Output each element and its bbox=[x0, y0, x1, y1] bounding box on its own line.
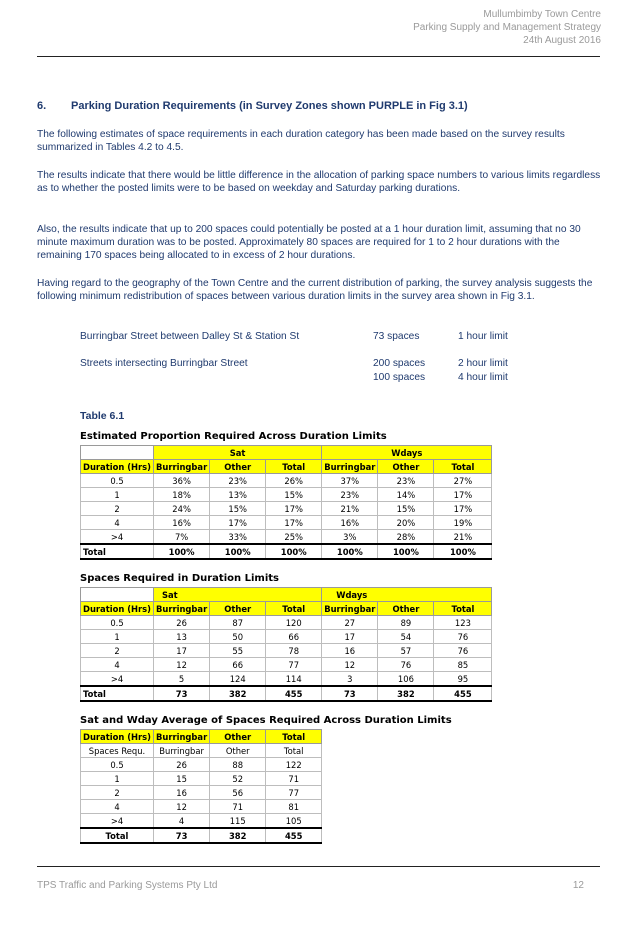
table-cell: 100% bbox=[210, 544, 266, 559]
column-header: Burringbar bbox=[153, 730, 209, 744]
table-cell: Total bbox=[81, 828, 154, 843]
table-cell: 13% bbox=[210, 488, 266, 502]
table-row bbox=[81, 658, 492, 672]
table-subheader-row bbox=[81, 744, 322, 758]
section-number: 6. bbox=[37, 100, 47, 112]
table-cell: 3 bbox=[322, 672, 378, 687]
table-row bbox=[81, 474, 492, 488]
section-heading bbox=[37, 100, 468, 112]
table-total-row bbox=[81, 828, 322, 843]
allocation-spaces: 100 spaces bbox=[373, 372, 426, 383]
table-cell: 24% bbox=[153, 502, 209, 516]
table-cell: 124 bbox=[210, 672, 266, 687]
table-cell: 17% bbox=[210, 516, 266, 530]
table-cell: 0.5 bbox=[81, 758, 154, 772]
table-cell: 12 bbox=[322, 658, 378, 672]
table-cell: 0.5 bbox=[81, 474, 154, 488]
table-cell: 4 bbox=[81, 658, 154, 672]
column-header: Burringbar bbox=[153, 460, 209, 474]
table-cell: 95 bbox=[434, 672, 492, 687]
table-cell: 76 bbox=[434, 630, 492, 644]
table-cell: 12 bbox=[153, 658, 209, 672]
table-cell: 54 bbox=[378, 630, 434, 644]
table-row bbox=[81, 644, 492, 658]
table-cell: 77 bbox=[266, 658, 322, 672]
table-cell: 21% bbox=[322, 502, 378, 516]
table-cell: 78 bbox=[266, 644, 322, 658]
table-cell: 13 bbox=[153, 630, 209, 644]
table-cell: Spaces Requ. bbox=[81, 744, 154, 758]
table-cell: 15 bbox=[153, 772, 209, 786]
table-cell: 89 bbox=[378, 616, 434, 630]
table-cell: 23% bbox=[378, 474, 434, 488]
table-cell: 52 bbox=[210, 772, 266, 786]
table-row bbox=[81, 758, 322, 772]
allocation-location: Burringbar Street between Dalley St & Station St bbox=[80, 331, 300, 342]
table-cell: >4 bbox=[81, 672, 154, 687]
table-row bbox=[81, 630, 492, 644]
table-cell: 26 bbox=[153, 616, 209, 630]
table-cell: 17% bbox=[266, 516, 322, 530]
table-cell: 73 bbox=[153, 686, 209, 701]
table-total-row bbox=[81, 686, 492, 701]
table-cell: 100% bbox=[434, 544, 492, 559]
table-cell: 27 bbox=[322, 616, 378, 630]
table-cell: 7% bbox=[153, 530, 209, 545]
section-title: Parking Duration Requirements (in Survey Zones shown PURPLE in Fig 3.1) bbox=[71, 100, 468, 112]
table-row bbox=[81, 530, 492, 545]
table-cell: 20% bbox=[378, 516, 434, 530]
column-header: Burringbar bbox=[322, 602, 378, 616]
table-cell: 25% bbox=[266, 530, 322, 545]
table-cell: 382 bbox=[210, 828, 266, 843]
table-cell: 100% bbox=[266, 544, 322, 559]
table-header-row bbox=[81, 730, 322, 744]
column-header: Burringbar bbox=[153, 602, 209, 616]
table-cell: 16 bbox=[322, 644, 378, 658]
table-cell: 16% bbox=[322, 516, 378, 530]
table-cell: Total bbox=[266, 744, 322, 758]
allocation-spaces: 200 spaces bbox=[373, 358, 426, 369]
table-header-row bbox=[81, 460, 492, 474]
table-cell: Burringbar bbox=[153, 744, 209, 758]
header-divider bbox=[37, 56, 600, 57]
allocation-limit: 4 hour limit bbox=[458, 372, 508, 383]
allocation-limit: 1 hour limit bbox=[458, 331, 508, 342]
table-cell: 16 bbox=[153, 786, 209, 800]
table-cell: 57 bbox=[378, 644, 434, 658]
column-header: Other bbox=[378, 460, 434, 474]
table-cell: 382 bbox=[378, 686, 434, 701]
table-cell: 18% bbox=[153, 488, 209, 502]
table-cell: 17% bbox=[434, 502, 492, 516]
table-cell: 87 bbox=[210, 616, 266, 630]
table-cell bbox=[81, 446, 154, 460]
footer-divider bbox=[37, 866, 600, 867]
column-header: Duration (Hrs) bbox=[81, 602, 154, 616]
column-header: Total bbox=[266, 730, 322, 744]
table-cell: 1 bbox=[81, 772, 154, 786]
table-cell: Total bbox=[81, 544, 154, 559]
table-cell: 21% bbox=[434, 530, 492, 545]
column-header: Total bbox=[266, 460, 322, 474]
table-cell: 36% bbox=[153, 474, 209, 488]
table-cell: 73 bbox=[322, 686, 378, 701]
table-cell: 23% bbox=[322, 488, 378, 502]
table-cell: 66 bbox=[210, 658, 266, 672]
table-cell: 2 bbox=[81, 644, 154, 658]
column-header: Total bbox=[266, 602, 322, 616]
table-row bbox=[81, 616, 492, 630]
table-cell: 100% bbox=[153, 544, 209, 559]
page-header bbox=[413, 8, 601, 47]
table-cell: 71 bbox=[266, 772, 322, 786]
column-header: Burringbar bbox=[322, 460, 378, 474]
table-cell: 455 bbox=[434, 686, 492, 701]
table-cell: 37% bbox=[322, 474, 378, 488]
column-header: Duration (Hrs) bbox=[81, 460, 154, 474]
table-cell: 56 bbox=[210, 786, 266, 800]
table-row bbox=[81, 772, 322, 786]
table-cell: 66 bbox=[266, 630, 322, 644]
table-row bbox=[81, 516, 492, 530]
table-cell: 12 bbox=[153, 800, 209, 814]
table-cell: >4 bbox=[81, 530, 154, 545]
table-label: Table 6.1 bbox=[80, 410, 125, 422]
table-cell: Total bbox=[81, 686, 154, 701]
table-cell: 81 bbox=[266, 800, 322, 814]
header-date: 24th August 2016 bbox=[523, 35, 601, 46]
column-header: Other bbox=[210, 730, 266, 744]
table-cell bbox=[81, 588, 154, 602]
table-caption: Sat and Wday Average of Spaces Required Across Duration Limits bbox=[80, 715, 452, 726]
table-cell: 1 bbox=[81, 488, 154, 502]
table-total-row bbox=[81, 544, 492, 559]
table-row bbox=[81, 488, 492, 502]
column-header: Other bbox=[210, 460, 266, 474]
column-header: Total bbox=[434, 602, 492, 616]
table-cell: 100% bbox=[378, 544, 434, 559]
group-header: Wdays bbox=[322, 588, 492, 602]
table-cell: 123 bbox=[434, 616, 492, 630]
column-header: Total bbox=[434, 460, 492, 474]
paragraph: Having regard to the geography of the Town Centre and the current distribution of parking, the survey analysis suggests the following minimum redistribution of spaces between various duration limits in the survey area shown in Fig 3.1. bbox=[37, 278, 593, 302]
table-cell: 71 bbox=[210, 800, 266, 814]
table-cell: 55 bbox=[210, 644, 266, 658]
allocation-spaces: 73 spaces bbox=[373, 331, 420, 342]
table-cell: 106 bbox=[378, 672, 434, 687]
column-header: Other bbox=[378, 602, 434, 616]
table-cell: 15% bbox=[266, 488, 322, 502]
table-cell: 4 bbox=[81, 800, 154, 814]
table-row bbox=[81, 814, 322, 829]
group-header: Wdays bbox=[322, 446, 492, 460]
table-cell: 455 bbox=[266, 686, 322, 701]
table-cell: 2 bbox=[81, 786, 154, 800]
table-cell: 85 bbox=[434, 658, 492, 672]
table-cell: 114 bbox=[266, 672, 322, 687]
allocation-limit: 2 hour limit bbox=[458, 358, 508, 369]
table-cell: 28% bbox=[378, 530, 434, 545]
header-document: Parking Supply and Management Strategy bbox=[413, 22, 601, 33]
table-cell: 115 bbox=[210, 814, 266, 829]
table-cell: 17 bbox=[153, 644, 209, 658]
table-cell: 14% bbox=[378, 488, 434, 502]
table-cell: 105 bbox=[266, 814, 322, 829]
column-header: Other bbox=[210, 602, 266, 616]
table-cell: 0.5 bbox=[81, 616, 154, 630]
table-cell: 122 bbox=[266, 758, 322, 772]
table-cell: 1 bbox=[81, 630, 154, 644]
table-cell: 27% bbox=[434, 474, 492, 488]
table-cell: 76 bbox=[434, 644, 492, 658]
allocation-location: Streets intersecting Burringbar Street bbox=[80, 358, 248, 369]
table-cell: 76 bbox=[378, 658, 434, 672]
table-row bbox=[81, 800, 322, 814]
page-number: 12 bbox=[572, 880, 584, 891]
table-cell: 19% bbox=[434, 516, 492, 530]
spaces-table bbox=[80, 587, 492, 702]
table-cell: 15% bbox=[378, 502, 434, 516]
table-cell: 2 bbox=[81, 502, 154, 516]
table-cell: 77 bbox=[266, 786, 322, 800]
group-header: Sat bbox=[153, 588, 321, 602]
table-header-row bbox=[81, 602, 492, 616]
table-cell: 17 bbox=[322, 630, 378, 644]
table-cell: >4 bbox=[81, 814, 154, 829]
table-cell: 16% bbox=[153, 516, 209, 530]
column-header: Duration (Hrs) bbox=[81, 730, 154, 744]
table-cell: 100% bbox=[322, 544, 378, 559]
header-project: Mullumbimby Town Centre bbox=[483, 9, 601, 20]
table-cell: 88 bbox=[210, 758, 266, 772]
table-row bbox=[81, 502, 492, 516]
table-row bbox=[81, 786, 322, 800]
table-cell: 73 bbox=[153, 828, 209, 843]
paragraph: Also, the results indicate that up to 200 spaces could potentially be posted at a 1 hour duration limit, assuming that no 30 minute maximum duration was to be posted. Approximately 80 spaces are required for 1 to 2 hour durations with the remaining 170 spaces being allocated to in excess of 2 hour durations. bbox=[37, 224, 581, 261]
table-cell: 17% bbox=[266, 502, 322, 516]
table-cell: 4 bbox=[153, 814, 209, 829]
table-cell: 4 bbox=[81, 516, 154, 530]
table-cell: 33% bbox=[210, 530, 266, 545]
table-cell: 3% bbox=[322, 530, 378, 545]
table-cell: Other bbox=[210, 744, 266, 758]
table-caption: Spaces Required in Duration Limits bbox=[80, 573, 279, 584]
table-caption: Estimated Proportion Required Across Duration Limits bbox=[80, 431, 387, 442]
table-cell: 23% bbox=[210, 474, 266, 488]
table-cell: 50 bbox=[210, 630, 266, 644]
table-cell: 5 bbox=[153, 672, 209, 687]
table-cell: 382 bbox=[210, 686, 266, 701]
table-cell: 17% bbox=[434, 488, 492, 502]
table-cell: 15% bbox=[210, 502, 266, 516]
table-cell: 26% bbox=[266, 474, 322, 488]
table-cell: 26 bbox=[153, 758, 209, 772]
paragraph: The results indicate that there would be little difference in the allocation of parking space numbers to various limits regardless as to whether the posted limits were to be based on weekday and Saturday parking durations. bbox=[37, 170, 601, 194]
table-cell: 120 bbox=[266, 616, 322, 630]
table-cell: 455 bbox=[266, 828, 322, 843]
proportion-table bbox=[80, 445, 492, 560]
table-row bbox=[81, 672, 492, 687]
paragraph: The following estimates of space requirements in each duration category has been made based on the survey results summarized in Tables 4.2 to 4.5. bbox=[37, 129, 565, 153]
average-table bbox=[80, 729, 322, 844]
group-header: Sat bbox=[153, 446, 321, 460]
footer-company: TPS Traffic and Parking Systems Pty Ltd bbox=[37, 880, 218, 891]
